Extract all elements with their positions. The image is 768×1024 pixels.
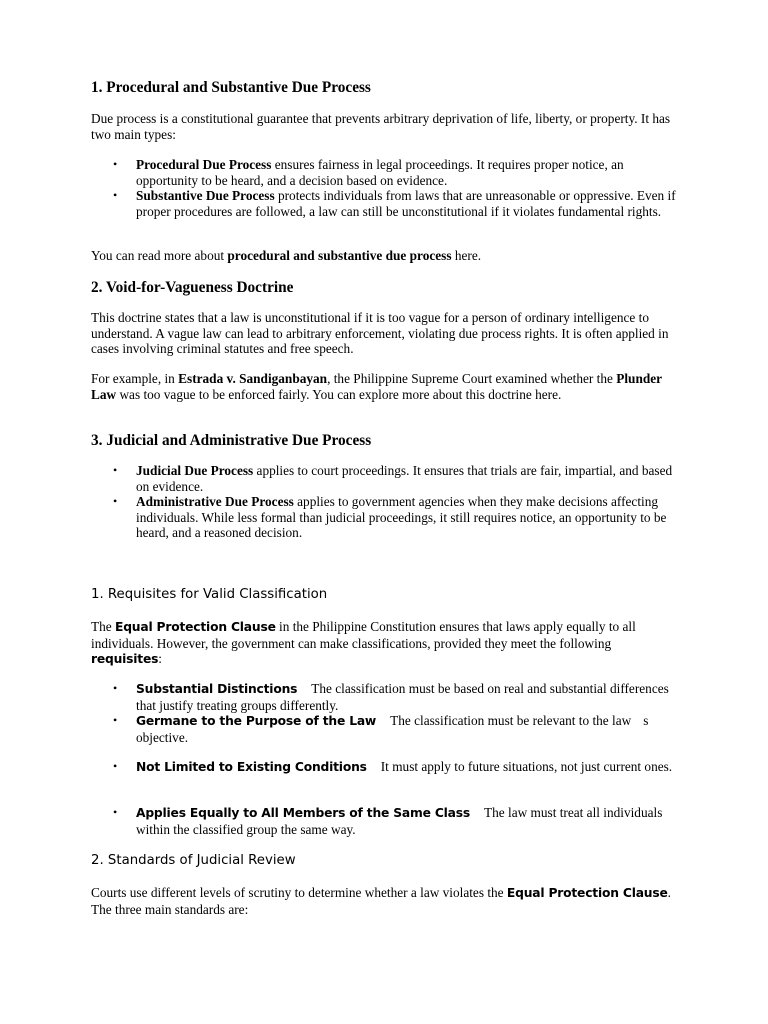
list-item-text: s objective. [136, 713, 649, 745]
list-item [91, 681, 681, 713]
paragraph-text: : [158, 651, 162, 666]
list-item-text: It must apply to future situations, not just current ones. [380, 759, 673, 774]
paragraph-text: . The three main standards are: [91, 885, 671, 917]
case-name: Estrada v. Sandiganbayan [178, 371, 328, 386]
bullet-icon: • [113, 188, 118, 202]
term-equal-protection-clause: Equal Protection Clause [115, 620, 276, 634]
section-heading-procedural-substantive: 1. Procedural and Substantive Due Process [91, 79, 371, 96]
list-item-text: The classification must be based on real and substantial differences that justify treating groups differently. [136, 681, 669, 713]
bullet-icon: • [113, 759, 118, 773]
read-more-link-text: procedural and substantive due process [227, 248, 452, 263]
term-administrative-due-process: Administrative Due Process [136, 494, 294, 509]
list-item [91, 494, 681, 541]
bullet-icon: • [113, 494, 118, 508]
paragraph-scrutiny-intro [91, 885, 681, 917]
paragraph-due-process-intro: Due process is a constitutional guarantee that prevents arbitrary deprivation of life, liberty, or property. It has two main types: [91, 111, 671, 142]
list-item [91, 188, 681, 219]
list-item [91, 713, 681, 745]
paragraph-vagueness-definition: This doctrine states that a law is unconstitutional if it is too vague for a person of ordinary intelligence to understand. A vague law can lead to arbitrary enforcement, violating due process rights. It is often applied in cases involving criminal statutes and free speech. [91, 310, 669, 356]
term-judicial-due-process: Judicial Due Process [136, 463, 254, 478]
bullet-icon: • [113, 805, 118, 819]
bullet-icon: • [113, 463, 118, 477]
example-text: was too vague to be enforced fairly. You can explore more about this doctrine here. [116, 386, 562, 402]
list-item-text: The law must treat all individuals within the classified group the same way. [136, 805, 663, 837]
term-applies-equally: Applies Equally to All Members of the Same Class [136, 806, 471, 820]
list-item [91, 759, 681, 776]
term-procedural-due-process: Procedural Due Process [136, 157, 272, 172]
list-item-text: The classification must be relevant to the law [390, 713, 632, 728]
list-item-text: applies to government agencies when they make decisions affecting individuals. While less formal than judicial proceedings, it still requires notice, an opportunity to be heard, and a reasoned decision. [136, 494, 667, 540]
example-text: , the Philippine Supreme Court examined whether the [327, 371, 617, 386]
paragraph-text: in the Philippine Constitution ensures that laws apply equally to all individuals. However, the government can make classifications, provided they meet the following [91, 619, 636, 651]
list-item [91, 463, 681, 494]
section-heading-void-for-vagueness: 2. Void-for-Vagueness Doctrine [91, 279, 294, 296]
bullet-list-requisites-last [91, 805, 681, 837]
term-substantive-due-process: Substantive Due Process [136, 188, 275, 203]
term-equal-protection-clause: Equal Protection Clause [506, 886, 668, 900]
bullet-list-judicial-administrative [91, 463, 681, 541]
term-germane-to-purpose: Germane to the Purpose of the Law [136, 714, 377, 728]
section-heading-judicial-administrative: 3. Judicial and Administrative Due Process [91, 432, 372, 449]
section-heading-requisites-classification: 1. Requisites for Valid Classification [91, 587, 328, 602]
paragraph-text: Courts use different levels of scrutiny to determine whether a law violates the [91, 885, 507, 900]
list-item-text: protects individuals from laws that are unreasonable or oppressive. Even if proper procedures are followed, a law can still be unconstitutional if it violates fundamental rights. [136, 188, 676, 219]
list-item-text: ensures fairness in legal proceedings. It requires proper notice, an opportunity to be heard, and a decision based on evidence. [136, 157, 624, 188]
bullet-list-due-process-types [91, 157, 681, 219]
example-text: For example, in [91, 371, 179, 386]
paragraph-estrada-example [91, 371, 681, 402]
list-item-text: applies to court proceedings. It ensures that trials are fair, impartial, and based on evidence. [136, 463, 673, 494]
read-more-suffix: here. [451, 248, 482, 263]
section-heading-judicial-review-standards: 2. Standards of Judicial Review [91, 853, 296, 868]
bullet-icon: • [113, 681, 118, 695]
bullet-icon: • [113, 713, 118, 727]
bullet-list-requisites-cont [91, 759, 681, 776]
bullet-icon: • [113, 157, 118, 171]
term-substantial-distinctions: Substantial Distinctions [136, 682, 298, 696]
read-more-prefix: You can read more about [91, 248, 228, 263]
list-item [91, 157, 681, 188]
law-name: Plunder Law [91, 371, 662, 402]
term-not-limited-existing-conditions: Not Limited to Existing Conditions [136, 760, 367, 774]
paragraph-text: The [91, 619, 115, 634]
bullet-list-requisites [91, 681, 681, 745]
paragraph-read-more [91, 248, 681, 264]
paragraph-equal-protection-intro [91, 619, 681, 668]
term-requisites: requisites [91, 652, 159, 666]
list-item [91, 805, 681, 837]
